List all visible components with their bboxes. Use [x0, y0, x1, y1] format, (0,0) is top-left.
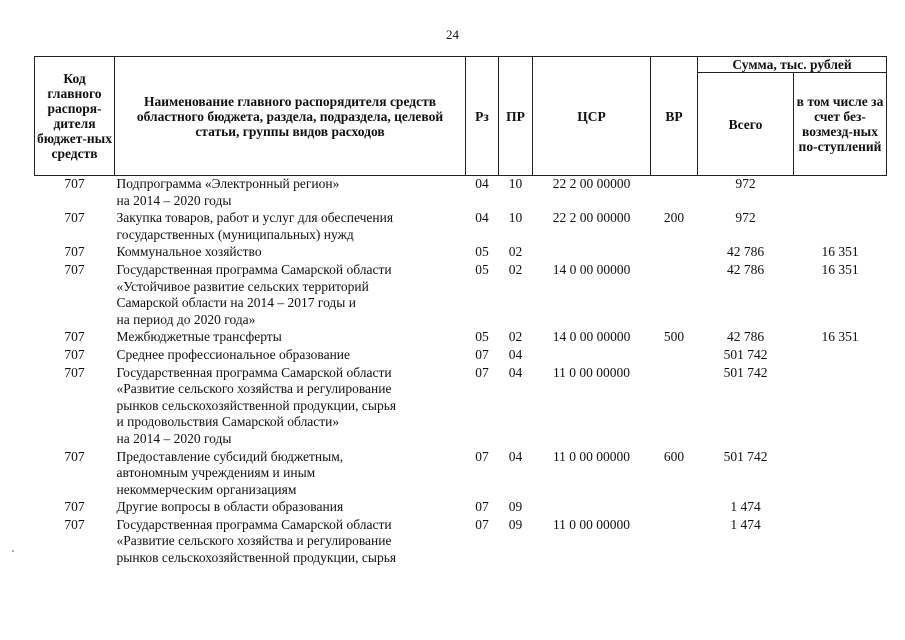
cell-csr [533, 499, 651, 517]
cell-code: 707 [64, 448, 85, 464]
cell-csr: 22 2 00 00000 [552, 210, 631, 226]
cell-code: 707 [64, 244, 85, 260]
cell-vr [651, 262, 698, 329]
cell-name: Предоставление субсидий бюджетным, автономным учреждениям и иным некоммерческим организациям [116, 448, 344, 497]
header-csr: ЦСР [533, 57, 651, 176]
cell-rz: 04 [475, 176, 489, 191]
cell-code: 707 [64, 516, 85, 532]
cell-rz: 07 [475, 516, 489, 532]
cell-total: 1 474 [730, 516, 761, 532]
cell-vr: 500 [663, 329, 685, 345]
cell-csr: 14 0 00 00000 [552, 261, 631, 277]
cell-vr [651, 499, 698, 517]
cell-rz: 05 [475, 261, 489, 277]
cell-rz: 07 [475, 346, 489, 362]
cell-pr: 09 [508, 499, 523, 515]
budget-table [34, 56, 887, 568]
cell-name: Межбюджетные трансферты [116, 329, 282, 345]
cell-code: 707 [64, 176, 85, 191]
cell-incl: 16 351 [821, 261, 859, 277]
cell-csr [533, 347, 651, 365]
cell-csr: 11 0 00 00000 [552, 364, 631, 380]
cell-name: Подпрограмма «Электронный регион» на 2014 – 2020 годы [116, 176, 340, 208]
table-row [35, 176, 887, 211]
table-row [35, 499, 887, 517]
cell-pr: 02 [508, 329, 523, 345]
cell-pr: 04 [508, 346, 523, 362]
header-total: Всего [698, 73, 794, 176]
cell-total: 1 474 [730, 499, 761, 515]
cell-rz: 07 [475, 448, 489, 464]
scan-speck [12, 550, 14, 552]
cell-rz: 04 [475, 210, 489, 226]
cell-pr: 04 [508, 364, 523, 380]
table-row [35, 347, 887, 365]
cell-name: Государственная программа Самарской области «Развитие сельского хозяйства и регулирование рынков сельскохозяйственной продукции, сырья и продовольствия Самарской области» на 2014 – 2020 годы [116, 364, 397, 446]
cell-name: Закупка товаров, работ и услуг для обеспечения государственных (муниципальных) нужд [116, 210, 394, 242]
cell-rz: 05 [475, 329, 489, 345]
cell-total: 42 786 [726, 244, 765, 260]
header-incl: в том числе за счет без-возмезд-ных по-ступлений [794, 73, 887, 176]
cell-name: Другие вопросы в области образования [116, 499, 344, 515]
table-body [35, 176, 887, 568]
cell-rz: 07 [475, 364, 489, 380]
cell-total: 501 742 [723, 364, 768, 380]
cell-name: Коммунальное хозяйство [116, 244, 262, 260]
cell-pr: 10 [508, 176, 523, 191]
cell-name: Государственная программа Самарской области «Развитие сельского хозяйства и регулирование рынков сельскохозяйственной продукции, сырья [116, 516, 397, 566]
cell-vr [651, 176, 698, 211]
cell-code: 707 [64, 364, 85, 380]
cell-code: 707 [64, 499, 85, 515]
cell-vr: 600 [663, 448, 685, 464]
table-row [35, 365, 887, 449]
cell-total: 42 786 [726, 261, 765, 277]
page-number: 24 [446, 27, 459, 42]
cell-vr [651, 347, 698, 365]
cell-code: 707 [64, 210, 85, 226]
cell-incl [794, 365, 887, 449]
cell-code: 707 [64, 346, 85, 362]
cell-incl [794, 347, 887, 365]
cell-csr: 14 0 00 00000 [552, 329, 631, 345]
cell-vr: 200 [663, 210, 685, 226]
cell-total: 972 [735, 176, 756, 191]
cell-total: 501 742 [723, 346, 768, 362]
cell-pr: 09 [508, 516, 523, 532]
cell-pr: 02 [508, 244, 523, 260]
cell-total: 972 [735, 210, 756, 226]
cell-code: 707 [64, 329, 85, 345]
header-pr: ПР [499, 57, 533, 176]
cell-code: 707 [64, 261, 85, 277]
cell-csr: 11 0 00 00000 [552, 516, 631, 532]
cell-incl [794, 449, 887, 500]
header-vr: ВР [651, 57, 698, 176]
cell-incl [794, 499, 887, 517]
cell-vr [651, 365, 698, 449]
cell-rz: 07 [475, 499, 489, 515]
cell-csr: 11 0 00 00000 [552, 448, 631, 464]
header-sum-group: Сумма, тыс. рублей [698, 57, 887, 73]
table-row [35, 517, 887, 568]
cell-total: 501 742 [723, 448, 768, 464]
cell-name: Государственная программа Самарской области «Устойчивое развитие сельских территорий Самарской области на 2014 – 2017 годы и на период до 2020 года» [116, 261, 392, 327]
cell-incl: 16 351 [821, 244, 859, 260]
cell-rz: 05 [475, 244, 489, 260]
cell-total: 42 786 [726, 329, 765, 345]
table-row [35, 244, 887, 262]
cell-incl [794, 210, 887, 244]
cell-vr [651, 517, 698, 568]
table-row [35, 329, 887, 347]
cell-incl [794, 517, 887, 568]
table-row [35, 210, 887, 244]
cell-vr [651, 244, 698, 262]
cell-incl: 16 351 [821, 329, 859, 345]
cell-incl [794, 176, 887, 211]
table-row [35, 449, 887, 500]
cell-name: Среднее профессиональное образование [116, 346, 351, 362]
table-row [35, 262, 887, 329]
cell-pr: 02 [508, 261, 523, 277]
cell-csr: 22 2 00 00000 [552, 176, 631, 191]
header-rz: Рз [466, 57, 499, 176]
header-code: Код главного распоря-дителя бюджет-ных средств [35, 57, 115, 176]
header-name: Наименование главного распорядителя средств областного бюджета, раздела, подраздела, целевой статьи, группы видов расходов [115, 57, 466, 176]
cell-csr [533, 244, 651, 262]
cell-pr: 04 [508, 448, 523, 464]
cell-pr: 10 [508, 210, 523, 226]
